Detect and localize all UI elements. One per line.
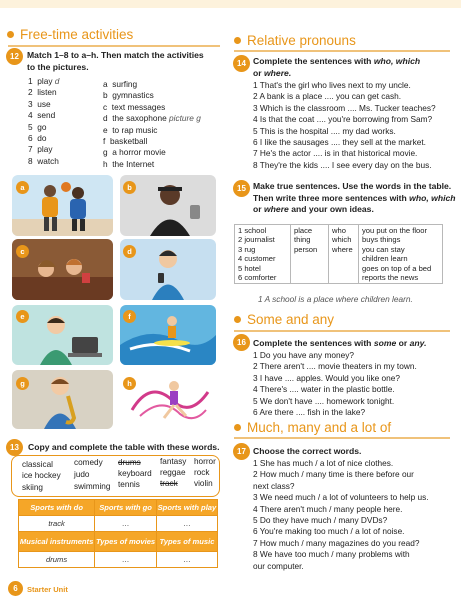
table-cell: drums [19, 552, 95, 568]
bullet-icon [234, 37, 241, 44]
sentence-table [234, 224, 443, 284]
list-item: 4 There's .... water in the plastic bottle. [253, 384, 395, 395]
list-item: 7 He's the actor .... is in that historical movie. [253, 148, 418, 159]
picture-label: g [16, 377, 29, 390]
picture-label: f [123, 310, 136, 323]
list-item: 3 We need much / a lot of volunteers to help us. [253, 492, 429, 503]
list-item: 2 listen [28, 87, 57, 98]
table-header: Types of movies [95, 532, 157, 552]
exercise-number: 16 [233, 334, 250, 351]
table-header: Types of music [156, 532, 217, 552]
word: comedy [74, 458, 103, 467]
word: horror [194, 457, 216, 466]
list-item: a surfing [103, 79, 138, 89]
list-item: 4 Is that the coat .... you're borrowing from Sam? [253, 114, 433, 125]
vocabulary-table [18, 499, 218, 568]
word: track [160, 479, 178, 488]
list-item: 5 Do they have much / many DVDs? [253, 515, 388, 526]
picture-label: c [16, 245, 29, 258]
table-cell: … [95, 552, 157, 568]
example-sentence: 1 A school is a place where children learn. [258, 294, 413, 304]
list-item: e to rap music [103, 124, 158, 135]
list-item: 3 Which is the classroom .... Ms. Tucker teaches? [253, 102, 436, 113]
exercise-number: 12 [6, 48, 23, 65]
list-item: 3 use [28, 98, 51, 109]
table-header: Musical instruments [19, 532, 95, 552]
match-list-right [103, 79, 201, 170]
list-item: 6 do [28, 133, 47, 144]
section-heading-relative-pronouns: Relative pronouns [234, 33, 356, 48]
exercise-instruction: Copy and complete the table with these words. [28, 442, 220, 452]
word: skiing [22, 483, 43, 492]
list-item: 2 How much / many time is there before our [253, 469, 414, 480]
picture-label: e [16, 310, 29, 323]
list-item: 1 That's the girl who lives next to my uncle. [253, 80, 411, 90]
exercise-instruction: Complete the sentences with who, which or where. [253, 56, 421, 78]
section-heading-much-many: Much, many and a lot of [234, 420, 391, 435]
section-heading-free-time: Free-time activities [7, 27, 133, 42]
list-item: 6 I like the sausages .... they sell at the market. [253, 137, 426, 148]
section-heading-some-any: Some and any [234, 312, 334, 327]
word: keyboard [118, 469, 152, 478]
list-item: 3 I have .... apples. Would you like one? [253, 372, 400, 383]
top-band [0, 0, 461, 8]
table-cell: 1 school 2 journalist 3 rug 4 customer 5 hotel 6 comforter [235, 225, 291, 284]
table-cell: … [156, 552, 217, 568]
list-item: 2 There aren't .... movie theaters in my town. [253, 361, 417, 372]
match-list-left [28, 76, 59, 167]
table-cell: place thing person [291, 225, 329, 284]
word: classical [22, 460, 53, 469]
picture-label: a [16, 181, 29, 194]
list-item: 8 watch [28, 155, 59, 166]
table-cell: … [95, 516, 157, 532]
list-item: 1 She has much / a lot of nice clothes. [253, 458, 394, 468]
list-item: our computer. [253, 560, 304, 571]
table-cell: you put on the floor buys things you can stay children learn goes on top of a bed reports the news [359, 225, 443, 284]
list-item: 8 We have too much / many problems with [253, 549, 410, 560]
list-item: 1 Do you have any money? [253, 350, 355, 360]
list-item: b gymnastics [103, 90, 154, 101]
picture-label: b [123, 181, 136, 194]
word: judo [74, 470, 90, 479]
table-cell: track [19, 516, 95, 532]
list-item: 7 How much / many magazines do you read? [253, 537, 420, 548]
section-rule [234, 437, 450, 439]
exercise-instruction: Make true sentences. Use the words in the table. Then write three more sentences with who, which or where and your own ideas. [253, 181, 456, 214]
list-item: 5 We don't have .... homework tonight. [253, 395, 395, 406]
list-item: c text messages [103, 101, 166, 112]
bullet-icon [234, 316, 241, 323]
list-item: 8 They're the kids .... I see every day on the bus. [253, 159, 432, 170]
exercise-instruction: Complete the sentences with some or any. [253, 338, 427, 348]
exercise-number: 14 [233, 55, 250, 72]
list-item: 4 send [28, 110, 56, 121]
word: swimming [74, 482, 111, 491]
list-item: h the Internet [103, 158, 155, 169]
exercise-number: 15 [233, 180, 250, 197]
list-item: 6 Are there .... fish in the lake? [253, 407, 366, 418]
list-item: 1 play d [28, 76, 60, 86]
list-item: d the saxophone picture g [103, 113, 201, 124]
picture-label: d [123, 245, 136, 258]
picture-label: h [123, 377, 136, 390]
list-item: 5 This is the hospital .... my dad works. [253, 125, 396, 136]
list-item: 7 play [28, 144, 53, 155]
sentence-list [253, 350, 417, 418]
table-header: Sports with play [156, 500, 217, 516]
unit-label: Starter Unit [27, 585, 68, 594]
word: drums [118, 458, 141, 467]
exercise-number: 17 [233, 443, 250, 460]
word: reggae [160, 468, 186, 477]
list-item: next class? [253, 480, 295, 491]
word: fantasy [160, 457, 187, 466]
page-number: 6 [8, 581, 23, 596]
bullet-icon [234, 424, 241, 431]
list-item: g a horror movie [103, 147, 166, 158]
word: rock [194, 468, 210, 477]
list-item: 5 go [28, 121, 47, 132]
sentence-list [253, 458, 429, 572]
table-header: Sports with do [19, 500, 95, 516]
sentence-list [253, 80, 436, 171]
list-item: 6 You're making too much / a lot of noise. [253, 526, 405, 537]
bullet-icon [7, 31, 14, 38]
exercise-instruction: Match 1–8 to a–h. Then match the activities to the pictures. [27, 50, 204, 72]
list-item: 4 There aren't much / many people here. [253, 503, 403, 514]
section-rule [234, 50, 450, 52]
table-header: Sports with go [95, 500, 157, 516]
word-box [11, 455, 220, 497]
exercise-instruction: Choose the correct words. [253, 446, 362, 456]
section-rule [234, 330, 450, 332]
list-item: f basketball [103, 136, 148, 147]
exercise-number: 13 [6, 439, 23, 456]
word: tennis [118, 480, 140, 489]
list-item: 2 A bank is a place .... you can get cash. [253, 91, 402, 102]
table-cell: … [156, 516, 217, 532]
table-cell: who which where [329, 225, 359, 284]
section-rule [8, 45, 220, 47]
word: violin [194, 479, 213, 488]
word: ice hockey [22, 471, 61, 480]
